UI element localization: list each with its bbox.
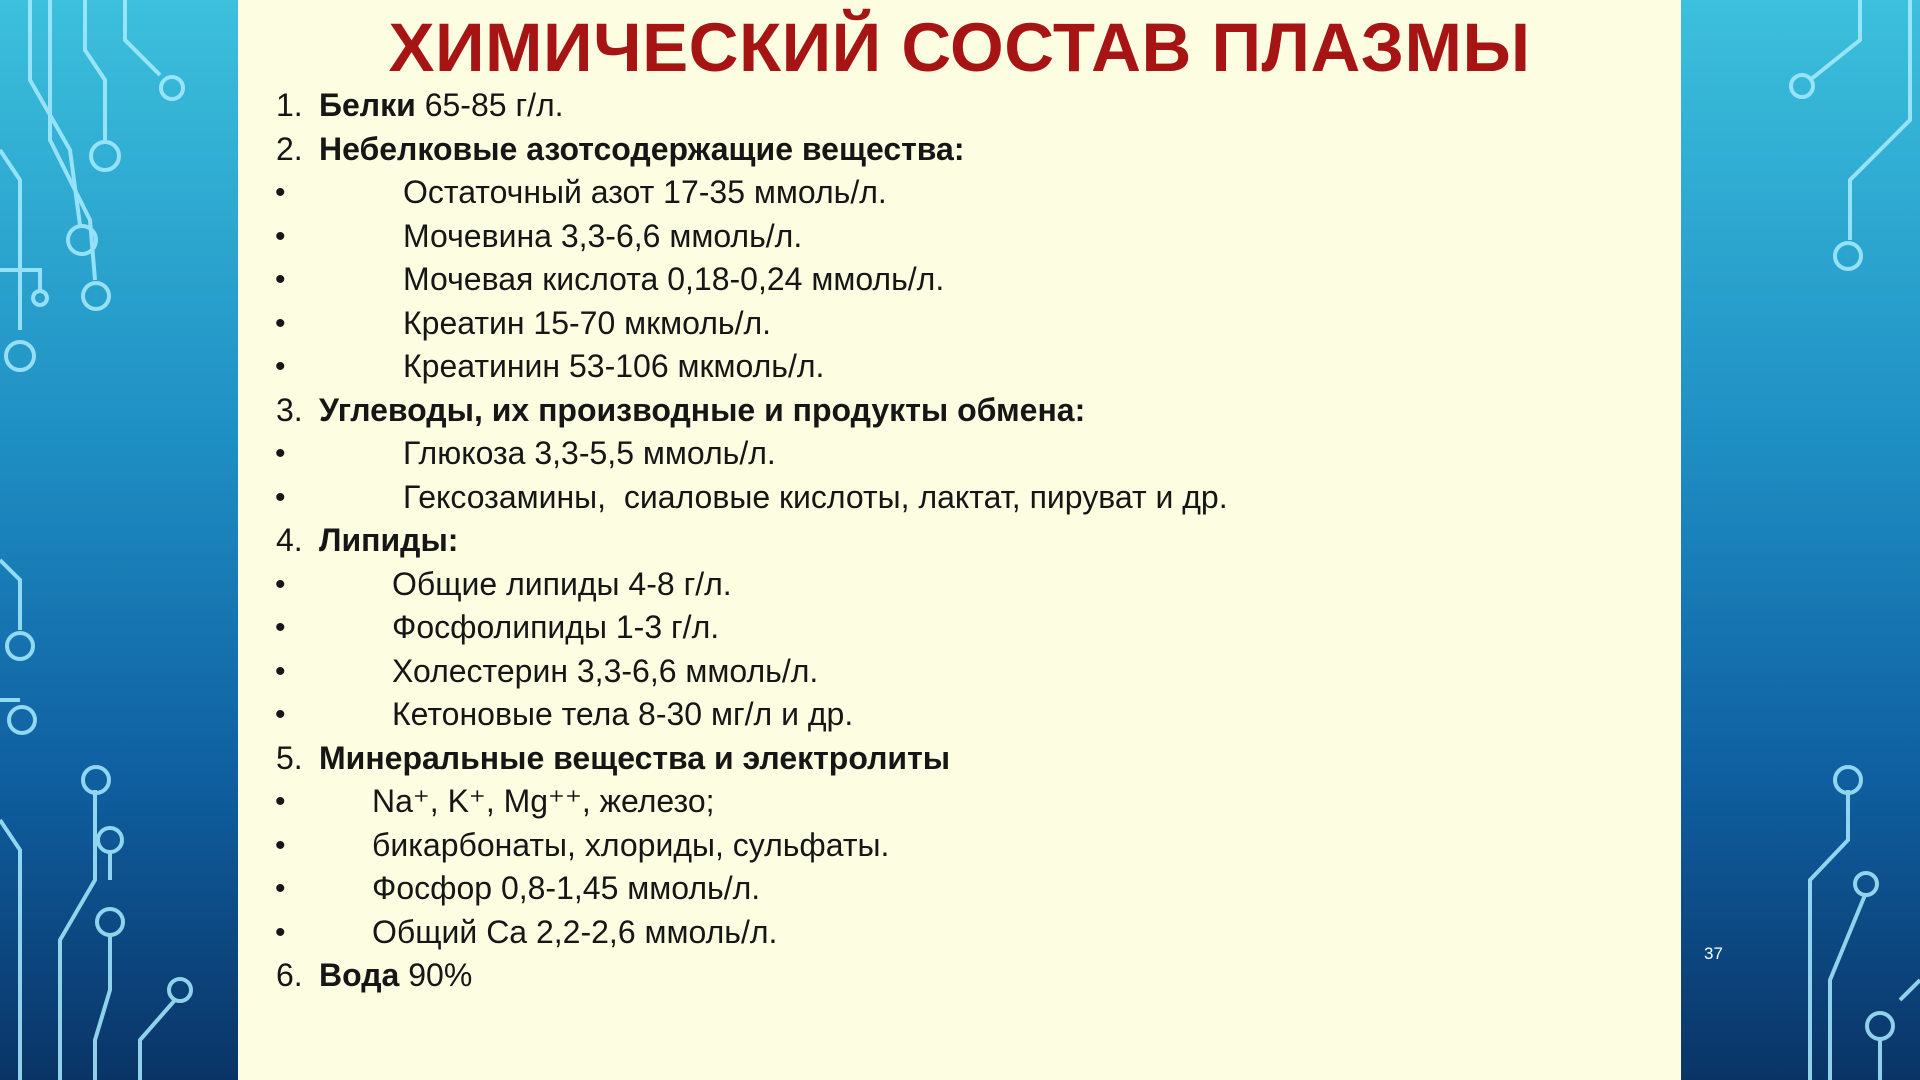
section-label: Минеральные вещества и электролиты	[319, 739, 951, 776]
item-number: 5.	[276, 739, 303, 776]
list-item-text: Общие липиды 4-8 г/л.	[392, 565, 732, 602]
list-item-text: Остаточный азот 17-35 ммоль/л.	[403, 174, 887, 210]
list-item-text: Креатин 15-70 мкмоль/л.	[403, 304, 772, 341]
bullet-marker: •	[275, 567, 286, 601]
section-label: Белки	[319, 87, 416, 123]
section-label: Небелковые азотсодержащие вещества:	[319, 130, 965, 167]
list-item-text: бикарбонаты, хлориды, сульфаты.	[372, 826, 890, 863]
bullet-marker: •	[275, 350, 286, 383]
item-number: 4.	[276, 522, 303, 558]
bullet-marker: •	[275, 785, 286, 818]
section-label: Липиды:	[319, 522, 459, 558]
bullet-marker: •	[275, 611, 286, 644]
bullet-marker: •	[275, 263, 286, 296]
slide-title: ХИМИЧЕСКИЙ СОСТАВ ПЛАЗМЫ	[388, 9, 1531, 86]
slide-number: 37	[1704, 944, 1723, 963]
item-number: 2.	[276, 130, 303, 167]
list-item-text: Креатинин 53-106 мкмоль/л.	[403, 348, 825, 384]
section-value: 90%	[399, 957, 473, 993]
list-item-text: Мочевая кислота 0,18-0,24 ммоль/л.	[403, 261, 945, 297]
circuit-decoration-right	[1680, 0, 1920, 1080]
item-number: 6.	[276, 957, 303, 993]
list-item-text: Гексозамины, сиаловые кислоты, лактат, пируват и др.	[403, 478, 1228, 515]
list-item-text: Холестерин 3,3-6,6 ммоль/л.	[392, 652, 819, 689]
bullet-marker: •	[275, 698, 286, 731]
section-label: Вода	[319, 957, 400, 993]
list-item-text: Кетоновые тела 8-30 мг/л и др.	[392, 696, 854, 732]
bullet-marker: •	[275, 437, 286, 470]
item-number: 3.	[276, 391, 303, 428]
section-label: Углеводы, их производные и продукты обмена:	[319, 391, 1086, 428]
bullet-marker: •	[275, 828, 286, 862]
list-item-text: Фосфор 0,8-1,45 ммоль/л.	[372, 870, 761, 906]
slide-content-panel	[238, 0, 1681, 1080]
bullet-marker: •	[275, 872, 286, 905]
circuit-decoration-left	[0, 0, 240, 1080]
bullet-marker: •	[275, 480, 286, 514]
list-item-text: Мочевина 3,3-6,6 ммоль/л.	[403, 217, 803, 254]
list-item-text: Глюкоза 3,3-5,5 ммоль/л.	[403, 435, 776, 471]
bullet-marker: •	[275, 176, 286, 209]
section-value: 65-85 г/л.	[415, 87, 564, 123]
bullet-marker: •	[275, 654, 286, 688]
bullet-marker: •	[275, 915, 286, 949]
list-item-text: Na⁺, K⁺, Mg⁺⁺, железо;	[372, 783, 715, 819]
item-number: 1.	[276, 87, 303, 123]
list-item-text: Фосфолипиды 1-3 г/л.	[392, 609, 720, 645]
bullet-marker: •	[275, 306, 286, 340]
list-item-text: Общий Ca 2,2-2,6 ммоль/л.	[372, 913, 778, 950]
bullet-marker: •	[275, 219, 286, 253]
